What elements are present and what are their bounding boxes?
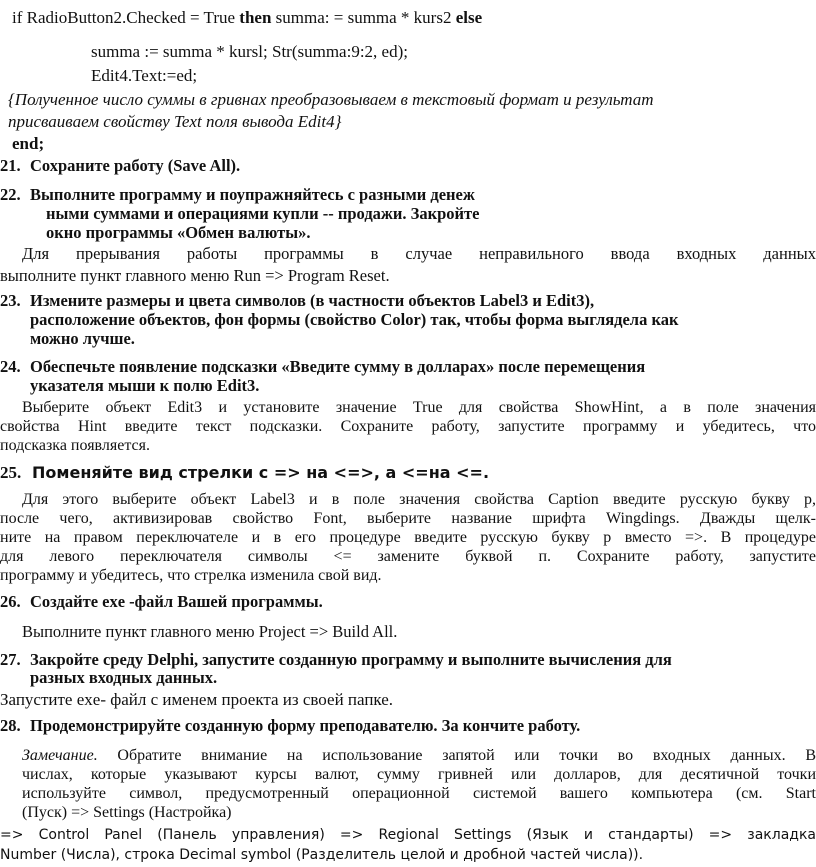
step-25-note-line-5: программу и убедитесь, что стрелка изменила свой вид. — [0, 567, 382, 584]
step-22-note-line-2: выполните пункт главного меню Run => Program Reset. — [0, 266, 390, 285]
step-25-note-line-1: Для этого выберите объект Label3 и в поле значения свойства Caption введите русскую букву р, — [22, 491, 816, 508]
step-25-note-line-2: после чего, активизировав свойство Font, выберите название шрифта Wingdings. Дважды щелк- — [0, 510, 816, 527]
step-22-number: 22. — [0, 185, 21, 204]
step-25-note-line-4: для левого переключателя символы <= замените буквой п. Сохраните работу, запустите — [0, 548, 816, 565]
step-25-note — [0, 490, 816, 590]
step-23-number: 23. — [0, 291, 21, 310]
step-22-note — [0, 244, 816, 288]
keyword-else: else — [455, 8, 483, 27]
step-26-note: Выполните пункт главного меню Project => Build All. — [22, 622, 398, 641]
step-27-number: 27. — [0, 650, 21, 669]
step-28-number: 28. — [0, 716, 21, 735]
remark — [0, 746, 816, 867]
step-24-note-line-2: свойства Hint введите текст подсказки. Сохраните работу, запустите программу и убедитесь, что — [0, 418, 816, 435]
step-27 — [0, 650, 816, 690]
remark-line-1-text: Обратите внимание на использование запятой или точки во входных данных. В — [97, 747, 816, 764]
remark-line-3: используйте символ, предусмотренный операционной системой вашего компьютера (см. Start — [22, 785, 816, 802]
step-25-note-line-3: ните на правом переключателе и в его процедуре введите русскую букву р вместо =>. В процедуре — [0, 529, 816, 546]
code-line-1 — [12, 8, 482, 28]
code-line-2: summa := summa * kursl; Str(summa:9:2, ed); — [91, 42, 408, 61]
step-22-note-line-1: Для прерывания работы программы в случае неправильного ввода входных данных — [22, 244, 816, 263]
step-24-note-line-3: подсказка появляется. — [0, 437, 150, 454]
keyword-then: then — [239, 8, 272, 27]
step-24-note — [0, 398, 816, 462]
step-24-line-1: Обеспечьте появление подсказки «Введите сумму в долларах» после перемещения — [30, 357, 646, 376]
remark-line-6: Number (Числа), строка Decimal symbol (Разделитель целой и дробной частей числа)). — [0, 847, 644, 863]
step-23-line-3: можно лучше. — [30, 329, 135, 348]
code-line-3: Edit4.Text:=ed; — [91, 66, 198, 85]
step-22-line-2: ными суммами и операциями купли -- продажи. Закройте — [46, 204, 480, 223]
step-26-text: Создайте exe -файл Вашей программы. — [30, 592, 323, 611]
step-21-number: 21. — [0, 156, 21, 175]
step-22-line-1: Выполните программу и поупражняйтесь с разными денеж — [30, 185, 475, 204]
remark-line-5: => Control Panel (Панель управления) => Regional Settings (Язык и стандарты) => закладка — [0, 827, 816, 843]
step-24-note-line-1: Выберите объект Edit3 и установите значение True для свойства ShowHint, а в поле значения — [22, 399, 816, 416]
step-24 — [0, 357, 816, 397]
step-23 — [0, 291, 816, 351]
code-line-1-part-a: if RadioButton2.Checked = True — [12, 8, 240, 27]
code-line-1-part-b: summa: = summa * kurs2 — [271, 8, 456, 27]
step-22-line-3: окно программы «Обмен валюты». — [46, 223, 311, 242]
step-23-line-1: Измените размеры и цвета символов (в частности объектов Label3 и Edit3), — [30, 291, 595, 310]
step-26-number: 26. — [0, 592, 21, 611]
step-24-number: 24. — [0, 357, 21, 376]
step-23-line-2: расположение объектов, фон формы (свойство Color) так, чтобы форма выглядела как — [30, 310, 679, 329]
step-27-line-2: разных входных данных. — [30, 668, 218, 687]
step-25-number: 25. — [0, 463, 22, 482]
step-22 — [0, 185, 816, 245]
step-27-line-1: Закройте среду Delphi, запустите созданную программу и выполните вычисления для — [30, 650, 672, 669]
remark-line-1 — [22, 746, 816, 766]
code-comment-line-1: {Полученное число суммы в гривнах преобразовываем в текстовый формат и результат — [8, 90, 654, 109]
code-end: end; — [12, 134, 45, 153]
step-21-text: Сохраните работу (Save All). — [30, 156, 241, 175]
step-27-note: Запустите exe- файл с именем проекта из своей папке. — [0, 690, 394, 709]
remark-label: Замечание. — [22, 747, 98, 764]
remark-line-2: числах, которые указывают курсы валют, сумму гривней или долларов, для десятичной точки — [22, 766, 816, 783]
step-28-text: Продемонстрируйте созданную форму преподавателю. За кончите работу. — [30, 716, 581, 735]
step-25-text: Поменяйте вид стрелки с => на <=>, а <=на <=. — [32, 463, 490, 482]
remark-line-4: (Пуск) => Settings (Настройка) — [22, 804, 232, 821]
code-comment-line-2: присваиваем свойству Text поля вывода Edit4} — [8, 112, 342, 131]
step-24-line-2: указателя мыши к полю Edit3. — [30, 376, 260, 395]
